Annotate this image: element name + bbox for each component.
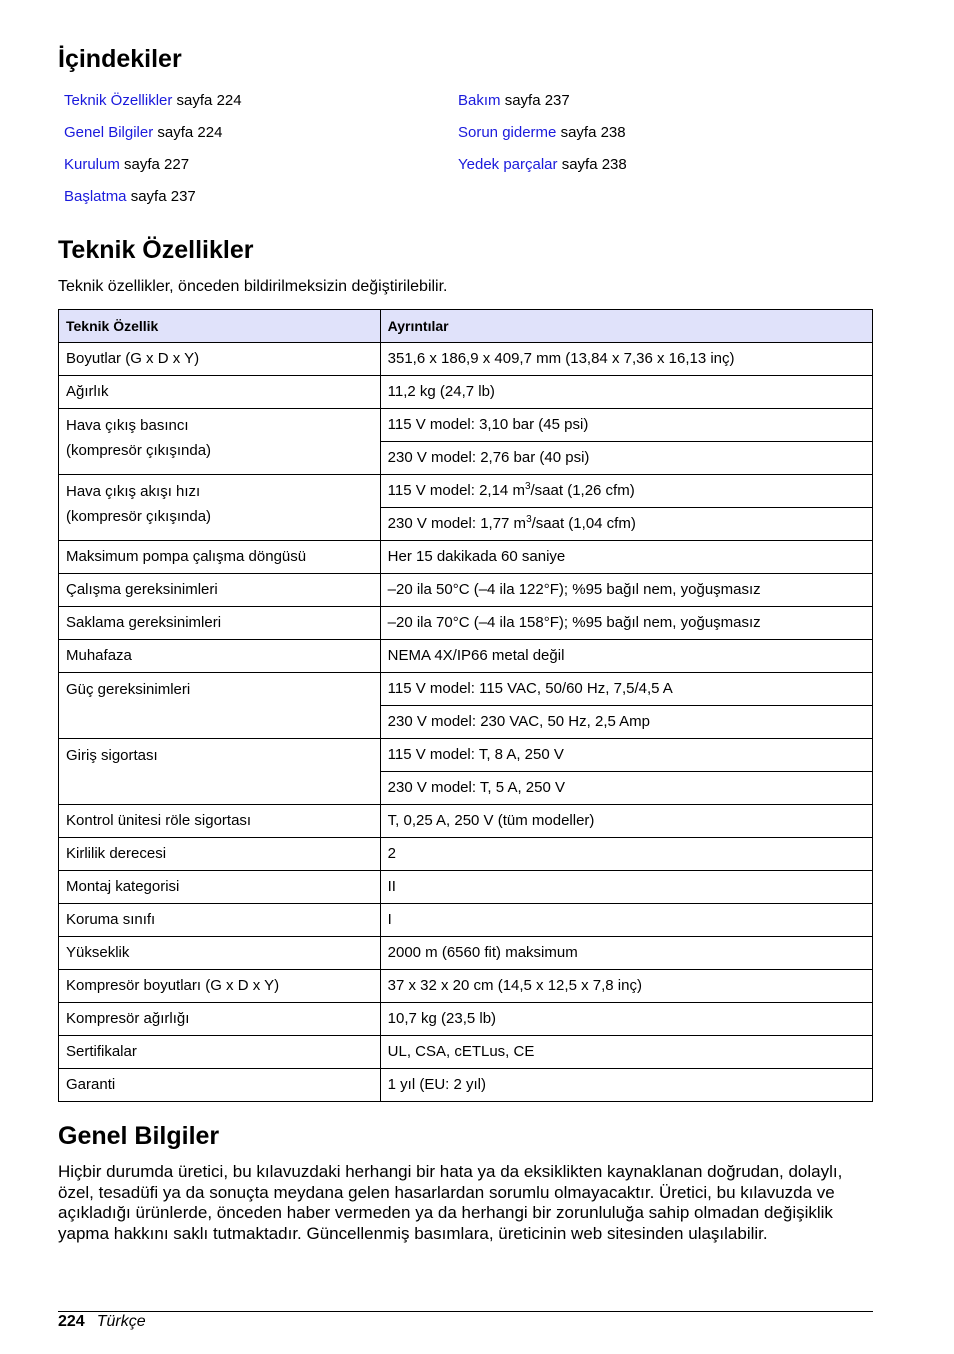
table-header-row — [59, 310, 873, 343]
table-row — [59, 1036, 873, 1069]
toc-item — [458, 122, 627, 154]
toc-page-ref: sayfa 224 — [176, 92, 242, 109]
specs-table — [58, 309, 873, 1102]
spec-value: –20 ila 70°C (–4 ila 158°F); %95 bağıl nem, yoğuşmasız — [380, 607, 872, 640]
toc-item — [64, 154, 242, 186]
table-row — [59, 541, 873, 574]
spec-label: Garanti — [59, 1069, 381, 1102]
toc-link-bakim[interactable]: Bakım — [458, 92, 501, 109]
spec-label-note: (kompresör çıkışında) — [66, 508, 212, 525]
spec-value: 1 yıl (EU: 2 yıl) — [380, 1069, 872, 1102]
table-row — [59, 970, 873, 1003]
toc-left-column — [64, 90, 242, 218]
spec-label-line: Hava çıkış basıncı — [66, 417, 189, 434]
table-row — [59, 640, 873, 673]
spec-label: Maksimum pompa çalışma döngüsü — [59, 541, 381, 574]
table-row — [59, 574, 873, 607]
table-row — [59, 343, 873, 376]
spec-value: 11,2 kg (24,7 lb) — [380, 376, 872, 409]
spec-label: Koruma sınıfı — [59, 904, 381, 937]
table-row — [59, 739, 873, 772]
toc-link-kurulum[interactable]: Kurulum — [64, 156, 120, 173]
spec-value: 115 V model: 3,10 bar (45 psi) — [380, 409, 872, 442]
page-number: 224 — [58, 1313, 85, 1330]
table-of-contents — [64, 90, 864, 216]
spec-value: 2000 m (6560 fit) maksimum — [380, 937, 872, 970]
table-row — [59, 1003, 873, 1036]
spec-value-text: 230 V model: 1,77 m — [387, 515, 527, 532]
spec-label: Güç gereksinimleri — [59, 673, 381, 739]
spec-value: 230 V model: 230 VAC, 50 Hz, 2,5 Amp — [380, 706, 872, 739]
spec-value — [380, 475, 872, 508]
spec-value: 230 V model: 2,76 bar (40 psi) — [380, 442, 872, 475]
spec-label: Çalışma gereksinimleri — [59, 574, 381, 607]
spec-label: Ağırlık — [59, 376, 381, 409]
spec-value: 351,6 x 186,9 x 409,7 mm (13,84 x 7,36 x 16,13 inç) — [380, 343, 872, 376]
table-row — [59, 1069, 873, 1102]
footer-divider — [58, 1311, 873, 1312]
spec-label: Sertifikalar — [59, 1036, 381, 1069]
general-info-heading: Genel Bilgiler — [58, 1122, 220, 1150]
table-row — [59, 607, 873, 640]
toc-page-ref: sayfa 238 — [561, 156, 627, 173]
page-footer — [58, 1311, 146, 1333]
column-header-spec: Teknik Özellik — [59, 310, 381, 343]
toc-item — [64, 186, 242, 218]
toc-page-ref: sayfa 227 — [124, 156, 190, 173]
spec-label: Saklama gereksinimleri — [59, 607, 381, 640]
toc-item — [64, 122, 242, 154]
spec-value: NEMA 4X/IP66 metal değil — [380, 640, 872, 673]
spec-value: UL, CSA, cETLus, CE — [380, 1036, 872, 1069]
spec-label: Kirlilik derecesi — [59, 838, 381, 871]
table-row — [59, 409, 873, 442]
toc-item — [64, 90, 242, 122]
toc-page-ref: sayfa 237 — [130, 188, 196, 205]
column-header-details: Ayrıntılar — [380, 310, 872, 343]
spec-label — [59, 475, 381, 541]
general-info-paragraph: Hiçbir durumda üretici, bu kılavuzdaki herhangi bir hata ya da eksiklikten kaynaklanan doğrudan, dolaylı, özel, tesadüfi ya da sonuçta meydana gelen hasarlardan sorumlu olmayacaktır. Üretici, bu kılavuzda ve açıkladığı ürünlerde, önceden haber vermeden ya da herhangi bir zorunluluğa sahip olmadan değişiklik yapma hakkını saklı tutmaktadır. Güncellenmiş basımlara, üreticinin web sitesinden ulaşılabilir. — [58, 1162, 843, 1243]
table-row — [59, 871, 873, 904]
specs-heading: Teknik Özellikler — [58, 236, 254, 264]
spec-label: Yükseklik — [59, 937, 381, 970]
spec-value: –20 ila 50°C (–4 ila 122°F); %95 bağıl nem, yoğuşmasız — [380, 574, 872, 607]
spec-label — [59, 409, 381, 475]
superscript: 3 — [524, 481, 531, 492]
table-row — [59, 904, 873, 937]
table-row — [59, 475, 873, 508]
toc-link-genel-bilgiler[interactable]: Genel Bilgiler — [64, 124, 154, 141]
spec-value: 115 V model: 115 VAC, 50/60 Hz, 7,5/4,5 A — [380, 673, 872, 706]
toc-page-ref: sayfa 237 — [504, 92, 570, 109]
spec-value — [380, 508, 872, 541]
footer-language: Türkçe — [96, 1313, 146, 1330]
toc-heading: İçindekiler — [58, 45, 182, 73]
toc-link-yedek-parcalar[interactable]: Yedek parçalar — [458, 156, 558, 173]
spec-label-note: (kompresör çıkışında) — [66, 442, 212, 459]
specs-intro: Teknik özellikler, önceden bildirilmeksizin değiştirilebilir. — [58, 278, 448, 295]
spec-value-text: /saat (1,04 cfm) — [531, 515, 636, 532]
spec-label: Giriş sigortası — [59, 739, 381, 805]
spec-label-line: Hava çıkış akışı hızı — [66, 483, 201, 500]
toc-item — [458, 90, 627, 122]
spec-value: 2 — [380, 838, 872, 871]
spec-value: 115 V model: T, 8 A, 250 V — [380, 739, 872, 772]
toc-item — [458, 154, 627, 186]
spec-label: Montaj kategorisi — [59, 871, 381, 904]
spec-value-text: /saat (1,26 cfm) — [530, 482, 635, 499]
spec-value: Her 15 dakikada 60 saniye — [380, 541, 872, 574]
table-row — [59, 673, 873, 706]
spec-label: Kontrol ünitesi röle sigortası — [59, 805, 381, 838]
spec-value: T, 0,25 A, 250 V (tüm modeller) — [380, 805, 872, 838]
spec-label: Kompresör ağırlığı — [59, 1003, 381, 1036]
table-row — [59, 838, 873, 871]
toc-link-sorun-giderme[interactable]: Sorun giderme — [458, 124, 557, 141]
spec-label: Muhafaza — [59, 640, 381, 673]
spec-value: I — [380, 904, 872, 937]
spec-value-text: 115 V model: 2,14 m — [387, 482, 525, 499]
spec-value: 37 x 32 x 20 cm (14,5 x 12,5 x 7,8 inç) — [380, 970, 872, 1003]
toc-page-ref: sayfa 224 — [157, 124, 223, 141]
table-row — [59, 376, 873, 409]
spec-value: II — [380, 871, 872, 904]
superscript: 3 — [526, 514, 532, 525]
table-row — [59, 805, 873, 838]
toc-page-ref: sayfa 238 — [560, 124, 626, 141]
toc-link-teknik-ozellikler[interactable]: Teknik Özellikler — [64, 92, 173, 109]
spec-value: 230 V model: T, 5 A, 250 V — [380, 772, 872, 805]
table-row — [59, 937, 873, 970]
spec-value: 10,7 kg (23,5 lb) — [380, 1003, 872, 1036]
spec-label: Boyutlar (G x D x Y) — [59, 343, 381, 376]
spec-label: Kompresör boyutları (G x D x Y) — [59, 970, 381, 1003]
toc-link-baslatma[interactable]: Başlatma — [64, 188, 127, 205]
toc-right-column — [458, 90, 627, 186]
